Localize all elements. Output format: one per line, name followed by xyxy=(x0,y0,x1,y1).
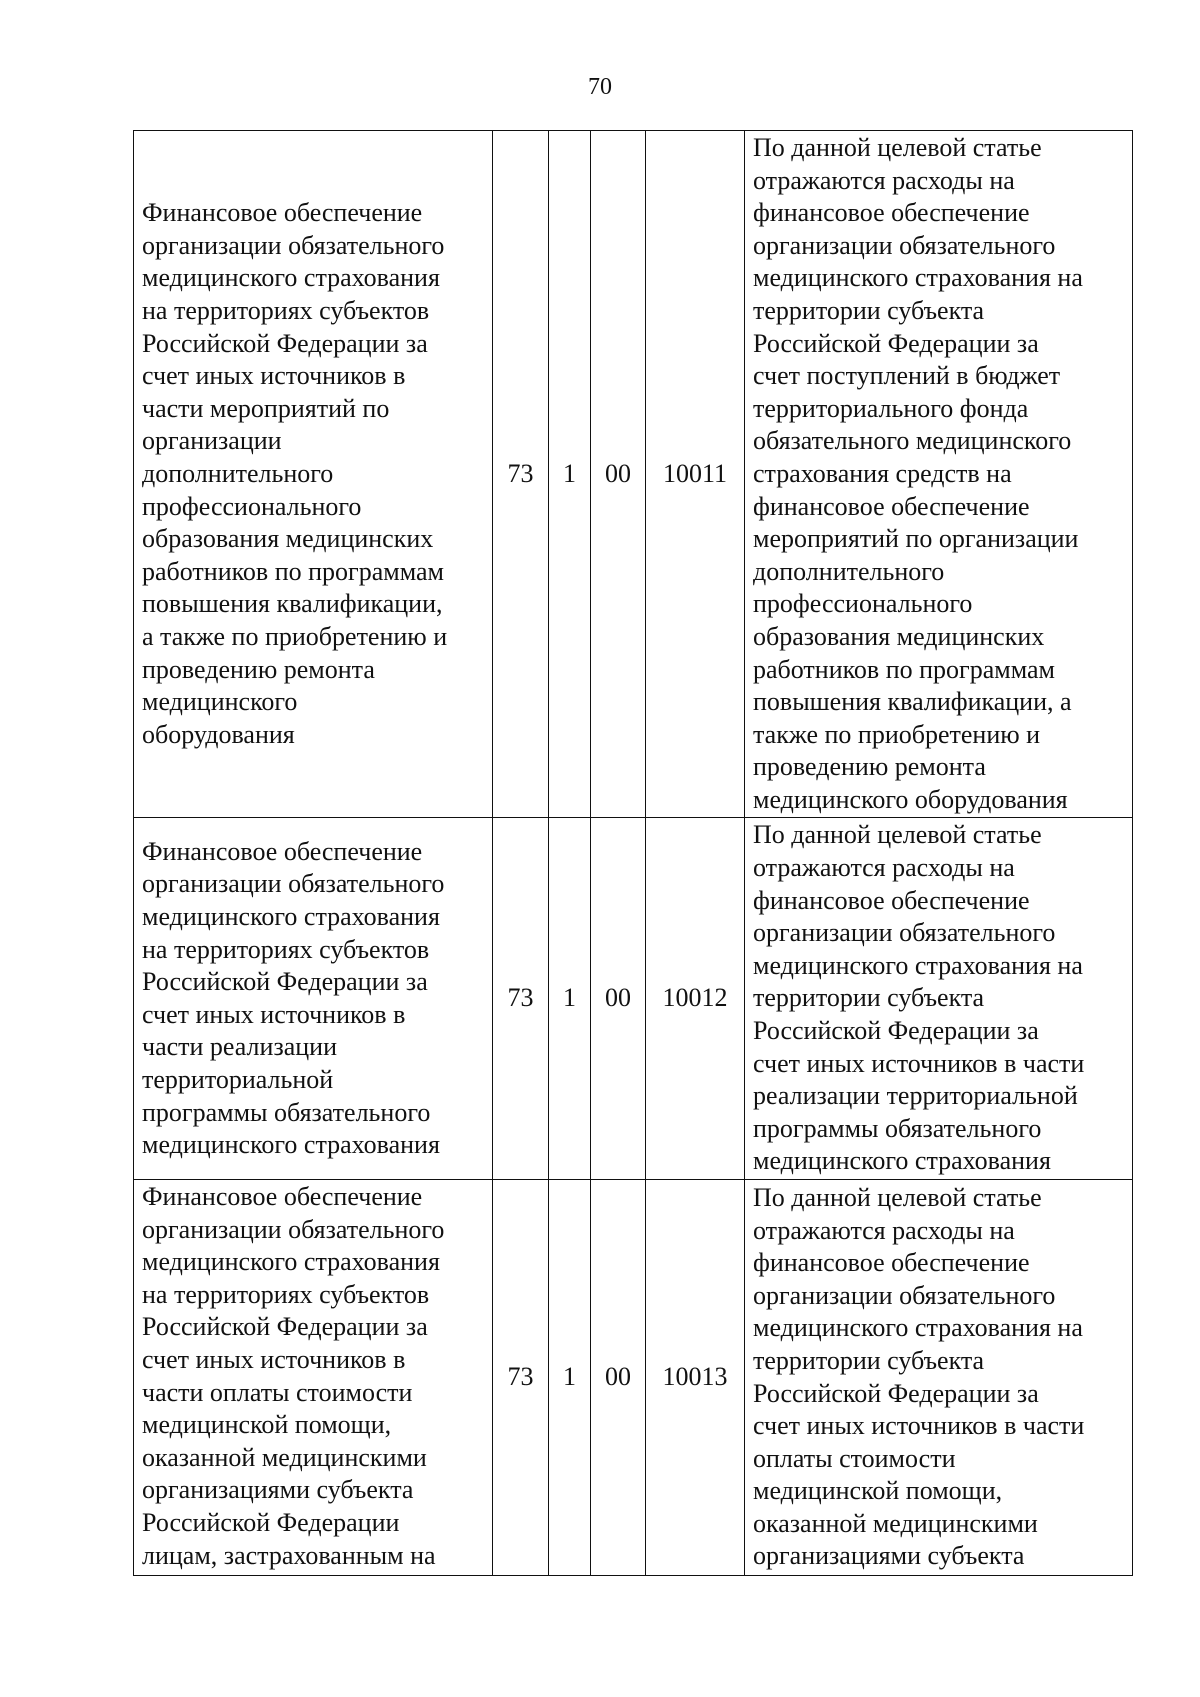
table-row xyxy=(134,818,1133,1180)
item-description-cell xyxy=(745,1180,1133,1576)
budget-classification-table xyxy=(133,130,1133,1576)
direction-code-cell: 00 xyxy=(591,1180,646,1576)
program-code-cell: 73 xyxy=(493,131,549,818)
item-description: По данной целевой статье отражаются расходы на финансовое обеспечение организации обязательного медицинского страхования на территории субъекта Российской Федерации за счет иных источников в части реализации территориальной программы обязательного медицинского страхования xyxy=(753,820,1085,1176)
direction-code-cell: 00 xyxy=(591,131,646,818)
item-description-cell xyxy=(745,818,1133,1180)
subprogram-code-cell: 1 xyxy=(549,1180,591,1576)
item-name-cell xyxy=(134,1180,493,1576)
item-description: По данной целевой статье отражаются расходы на финансовое обеспечение организации обязательного медицинского страхования на территории субъекта Российской Федерации за счет поступлений в бюджет территориального фонда обязательного медицинского страхования средств на финансовое обеспечение мероприятий по организации дополнительного профессионального образования медицинских работников по программам повышения квалификации, а также по приобретению и проведению ремонта медицинского оборудования xyxy=(753,133,1083,814)
table-row xyxy=(134,131,1133,818)
item-name: Финансовое обеспечение организации обязательного медицинского страхования на территориях субъектов Российской Федерации за счет иных источников в части оплаты стоимости медицинской помощи, оказанной медицинскими организациями субъекта Российской Федерации лицам, застрахованным на xyxy=(142,1182,445,1570)
item-description: По данной целевой статье отражаются расходы на финансовое обеспечение организации обязательного медицинского страхования на территории субъекта Российской Федерации за счет иных источников в части оплаты стоимости медицинской помощи, оказанной медицинскими организациями субъекта xyxy=(753,1182,1085,1571)
program-code-cell: 73 xyxy=(493,818,549,1180)
expense-code-cell: 10012 xyxy=(646,818,745,1180)
item-name-cell xyxy=(134,131,493,818)
expense-code-cell: 10013 xyxy=(646,1180,745,1576)
item-name-cell xyxy=(134,818,493,1180)
page-number: 70 xyxy=(588,74,612,100)
subprogram-code-cell: 1 xyxy=(549,818,591,1180)
program-code-cell: 73 xyxy=(493,1180,549,1576)
item-name: Финансовое обеспечение организации обязательного медицинского страхования на территориях субъектов Российской Федерации за счет иных источников в части мероприятий по организации дополнительного профессионального образования медицинских работников по программам повышения квалификации, а также по приобретению и проведению ремонта медицинского оборудования xyxy=(142,198,448,749)
item-description-cell xyxy=(745,131,1133,818)
item-name: Финансовое обеспечение организации обязательного медицинского страхования на территориях субъектов Российской Федерации за счет иных источников в части реализации территориальной программы обязательного медицинского страхования xyxy=(142,836,445,1160)
subprogram-code-cell: 1 xyxy=(549,131,591,818)
expense-code-cell: 10011 xyxy=(646,131,745,818)
direction-code-cell: 00 xyxy=(591,818,646,1180)
table-row xyxy=(134,1180,1133,1576)
